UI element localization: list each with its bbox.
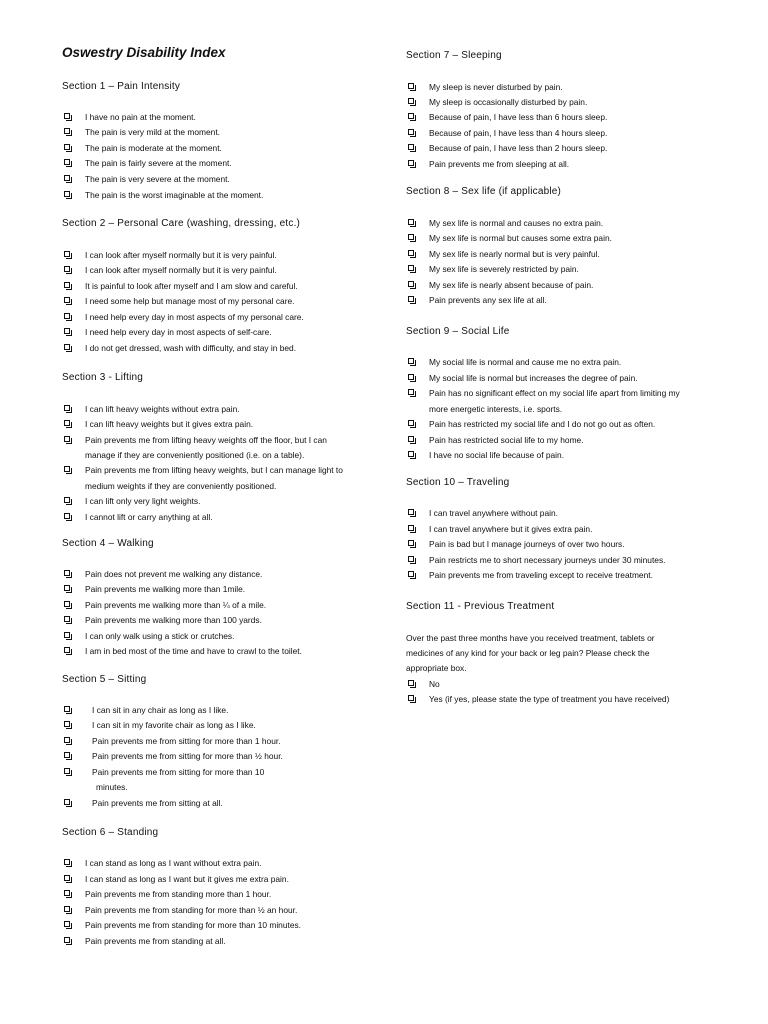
checkbox-icon[interactable] [408,113,414,119]
option-9-3-continued: more energetic interests, i.e. sports. [429,404,563,414]
checkbox-icon[interactable] [408,281,414,287]
section-11-question-line-3: appropriate box. [406,663,467,673]
checkbox-icon[interactable] [408,451,414,457]
checkbox-icon[interactable] [408,420,414,426]
checkbox-icon[interactable] [64,266,70,272]
checkbox-icon[interactable] [408,680,414,686]
checkbox-icon[interactable] [408,144,414,150]
checkbox-icon[interactable] [408,509,414,515]
checkbox-icon[interactable] [408,389,414,395]
checkbox-icon[interactable] [64,570,70,576]
checkbox-icon[interactable] [64,251,70,257]
section-1-heading: Section 1 – Pain Intensity [62,81,181,92]
checkbox-icon[interactable] [408,129,414,135]
checkbox-icon[interactable] [408,98,414,104]
checkbox-icon[interactable] [64,466,70,472]
checkbox-icon[interactable] [408,695,414,701]
checkbox-icon[interactable] [64,405,70,411]
section-11-heading: Section 11 - Previous Treatment [406,601,555,612]
section-9-heading: Section 9 – Social Life [406,326,510,337]
checkbox-icon[interactable] [64,585,70,591]
checkbox-icon[interactable] [64,890,70,896]
checkbox-icon[interactable] [64,616,70,622]
checkbox-icon[interactable] [64,721,70,727]
section-8-heading: Section 8 – Sex life (if applicable) [406,186,562,197]
section-7-heading: Section 7 – Sleeping [406,50,502,61]
checkbox-icon[interactable] [408,436,414,442]
section-5-heading: Section 5 – Sitting [62,674,147,685]
document-title: Oswestry Disability Index [62,45,226,60]
checkbox-icon[interactable] [408,556,414,562]
checkbox-icon[interactable] [64,128,70,134]
checkbox-icon[interactable] [408,540,414,546]
checkbox-icon[interactable] [64,328,70,334]
checkbox-icon[interactable] [64,859,70,865]
section-3-heading: Section 3 - Lifting [62,372,144,383]
checkbox-icon[interactable] [408,160,414,166]
option-3-3-continued: manage if they are conveniently positioned (i.e. on a table). [85,450,305,460]
checkbox-icon[interactable] [64,875,70,881]
checkbox-icon[interactable] [64,647,70,653]
section-10-heading: Section 10 – Traveling [406,477,510,488]
option-3-4-continued: medium weights if they are conveniently positioned. [85,481,277,491]
checkbox-icon[interactable] [64,706,70,712]
section-4-heading: Section 4 – Walking [62,538,154,549]
checkbox-icon[interactable] [408,234,414,240]
section-11-question-line-2: medicines of any kind for your back or leg pain? Please check the [406,648,650,658]
option-5-5-continued: minutes. [96,782,128,792]
checkbox-icon[interactable] [64,159,70,165]
checkbox-icon[interactable] [64,497,70,503]
section-6-heading: Section 6 – Standing [62,827,159,838]
checkbox-icon[interactable] [64,144,70,150]
checkbox-icon[interactable] [64,937,70,943]
checkbox-icon[interactable] [64,113,70,119]
section-2-heading: Section 2 – Personal Care (washing, dressing, etc.) [62,218,301,229]
checkbox-icon[interactable] [64,420,70,426]
checkbox-icon[interactable] [64,313,70,319]
checkbox-icon[interactable] [408,374,414,380]
checkbox-icon[interactable] [64,191,70,197]
checkbox-icon[interactable] [64,768,70,774]
checkbox-icon[interactable] [64,921,70,927]
checkbox-icon[interactable] [64,513,70,519]
checkbox-icon[interactable] [64,344,70,350]
checkbox-icon[interactable] [408,571,414,577]
section-11-question-line-1: Over the past three months have you received treatment, tablets or [406,633,655,643]
checkbox-icon[interactable] [64,632,70,638]
checkbox-icon[interactable] [64,297,70,303]
checkbox-icon[interactable] [408,358,414,364]
checkbox-icon[interactable] [64,601,70,607]
checkbox-icon[interactable] [64,436,70,442]
checkbox-icon[interactable] [64,175,70,181]
checkbox-icon[interactable] [408,250,414,256]
checkbox-icon[interactable] [64,752,70,758]
checkbox-icon[interactable] [64,282,70,288]
checkbox-icon[interactable] [408,296,414,302]
checkbox-icon[interactable] [408,219,414,225]
checkbox-icon[interactable] [64,906,70,912]
checkbox-icon[interactable] [408,83,414,89]
checkbox-icon[interactable] [64,737,70,743]
checkbox-icon[interactable] [408,265,414,271]
checkbox-icon[interactable] [64,799,70,805]
checkbox-icon[interactable] [408,525,414,531]
